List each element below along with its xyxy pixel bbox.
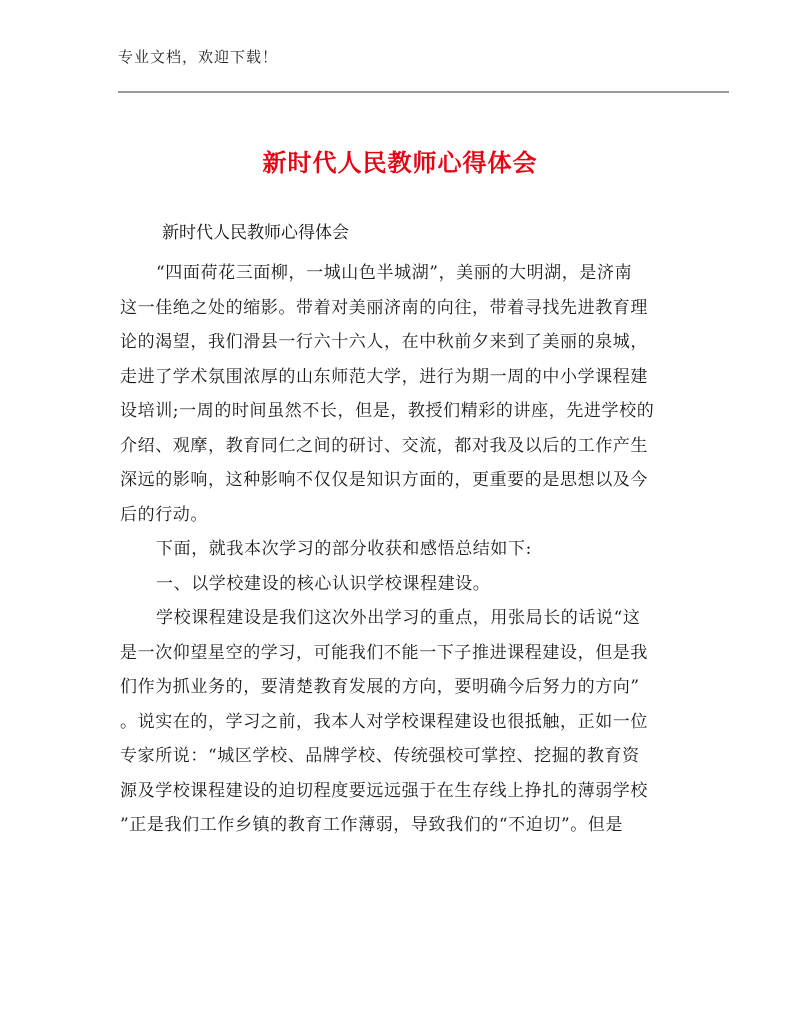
paragraph-line: 学校课程建设是我们这次外出学习的重点，用张局长的话说“这 xyxy=(156,608,641,628)
document-body xyxy=(120,256,680,843)
paragraph-line: 介绍、观摩，教育同仁之间的研讨、交流，都对我及以后的工作产生 xyxy=(120,435,648,456)
paragraph-line: ”正是我们工作乡镇的教育工作薄弱，导致我们的“不迫切”。但是 xyxy=(120,815,624,835)
paragraph-line: 。说实在的，学习之前，我本人对学校课程建设也很抵触，正如一位 xyxy=(120,711,648,732)
paragraph-line: 走进了学术氛围浓厚的山东师范大学，进行为期一周的中小学课程建 xyxy=(120,366,648,387)
document-title: 新时代人民教师心得体会 xyxy=(262,149,538,177)
paragraph-line: 设培训;一周的时间虽然不长，但是，教授们精彩的讲座，先进学校的 xyxy=(120,401,655,421)
page-header-text: 专业文档，欢迎下载！ xyxy=(118,48,279,66)
paragraph-line: 论的渴望，我们滑县一行六十六人，在中秋前夕来到了美丽的泉城， xyxy=(120,332,648,352)
paragraph-line: 深远的影响，这种影响不仅仅是知识方面的，更重要的是思想以及今 xyxy=(120,470,648,490)
paragraph-line: “四面荷花三面柳，一城山色半城湖”，美丽的大明湖，是济南 xyxy=(156,263,633,283)
paragraph-line: 下面，就我本次学习的部分收获和感悟总结如下: xyxy=(156,539,532,559)
header-divider xyxy=(118,91,729,93)
section-heading: 一、以学校建设的核心认识学校课程建设。 xyxy=(156,573,491,594)
paragraph-line: 们作为抓业务的，要清楚教育发展的方向，要明确今后努力的方向” xyxy=(120,677,640,697)
paragraph-line: 这一佳绝之处的缩影。带着对美丽济南的向往，带着寻找先进教育理 xyxy=(120,297,648,318)
paragraph-line: 源及学校课程建设的迫切程度要远远强于在生存线上挣扎的薄弱学校 xyxy=(120,780,648,801)
document-subtitle: 新时代人民教师心得体会 xyxy=(162,223,349,243)
paragraph-line: 是一次仰望星空的学习，可能我们不能一下子推进课程建设，但是我 xyxy=(120,642,648,663)
paragraph-line: 后的行动。 xyxy=(120,504,208,525)
paragraph-line: 专家所说：“城区学校、品牌学校、传统强校可掌控、挖掘的教育资 xyxy=(120,746,640,766)
